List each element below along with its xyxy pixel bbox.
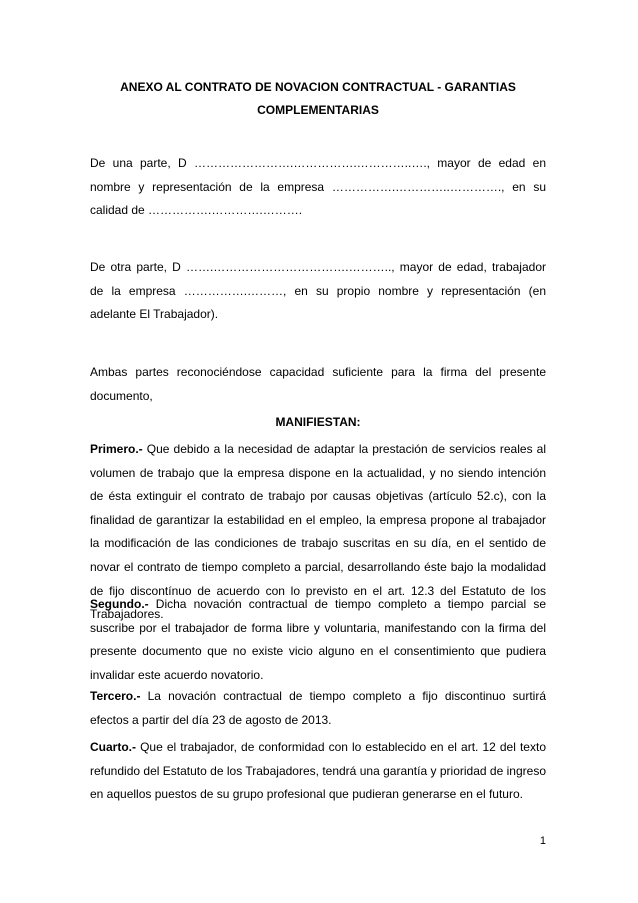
clause-text: La novación contractual de tiempo completo a fijo discontinuo surtirá efectos a partir del día 23 de agosto de 2013. — [90, 689, 546, 727]
section-heading: MANIFIESTAN: — [275, 415, 361, 429]
clause-label: Cuarto.- — [90, 740, 136, 754]
clause-text: Que debido a la necesidad de adaptar la prestación de servicios reales al volumen de trabajo que la empresa dispone en la actualidad, y no siendo intención de ésta extinguir el contrato de trabajo por causas objetivas (artículo 52.c), con la finalidad de garantizar la estabilidad en el empleo, la empresa propone al trabajador la modificación de las condiciones de trabajo suscritas en su día, en el sentido de novar el contrato de tiempo completo a parcial, desarrollando éste bajo la modalidad de fijo discontínuo de acuerdo con lo previsto en el art. 12.3 del Estatuto de los Trabajadores. — [90, 442, 546, 622]
title-line-1: ANEXO AL CONTRATO DE NOVACION CONTRACTUAL - GARANTIAS — [120, 80, 516, 94]
clause-tercero — [90, 685, 546, 732]
party-one-paragraph: De una parte, D …………………….…………….…………..…., mayor de edad en nombre y representación de la empresa …………….…………..…………., en su calidad de …………….………….………. — [90, 156, 546, 218]
both-parties-paragraph: Ambas partes reconociéndose capacidad suficiente para la firma del presente documento, — [90, 365, 546, 403]
clause-text: Dicha novación contractual de tiempo completo a tiempo parcial se suscribe por el trabajador de forma libre y voluntaria, manifestando con la firma del presente documento que no existe vicio alguno en el consentimiento que pudiera invalidar este acuerdo novatorio. — [90, 597, 546, 682]
page-number: 1 — [539, 835, 546, 847]
document-title — [90, 76, 546, 122]
clause-label: Tercero.- — [90, 689, 141, 703]
clause-cuarto — [90, 736, 546, 807]
clause-segundo — [90, 593, 546, 687]
title-line-2: COMPLEMENTARIAS — [257, 103, 379, 117]
clause-label: Segundo.- — [90, 597, 149, 611]
clause-label: Primero.- — [90, 442, 143, 456]
party-two-paragraph: De otra parte, D …….…………………………….……….., mayor de edad, trabajador de la empresa …………….………, en su propio nombre y representación (en adelante El Trabajador). — [90, 260, 546, 322]
clause-text: Que el trabajador, de conformidad con lo establecido en el art. 12 del texto refundido del Estatuto de los Trabajadores, tendrá una garantía y prioridad de ingreso en aquellos puestos de su grupo profesional que pudieran generarse en el futuro. — [90, 740, 546, 802]
